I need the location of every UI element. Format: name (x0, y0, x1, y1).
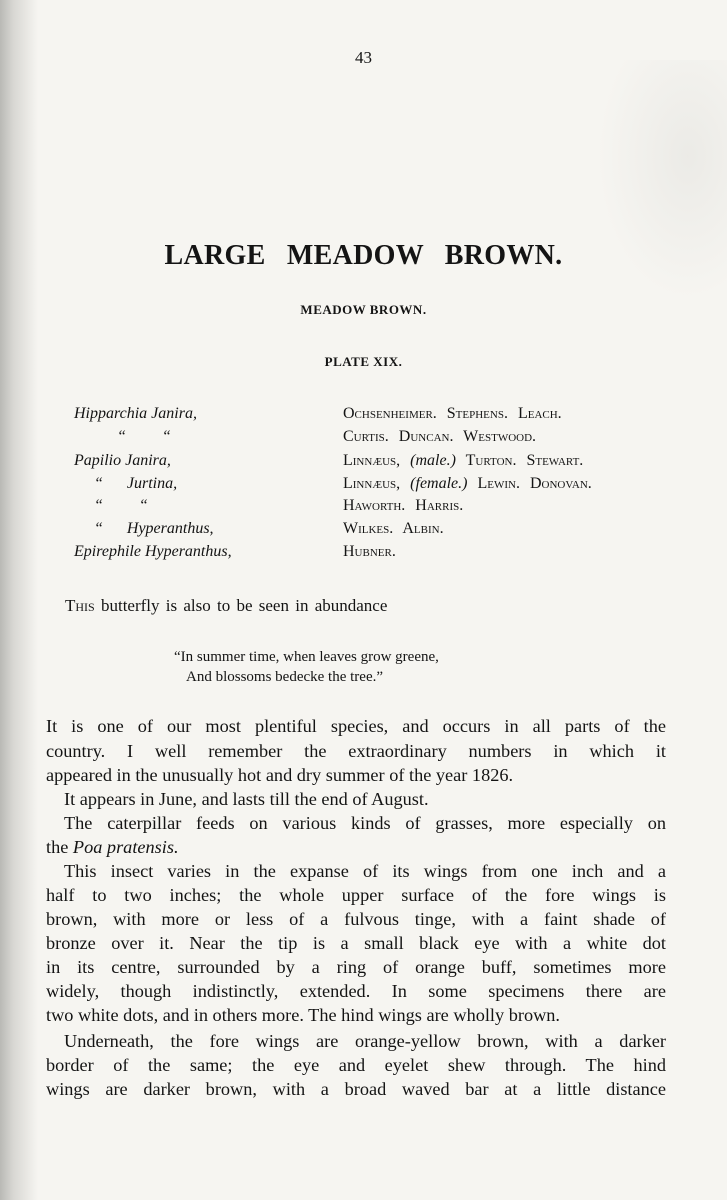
quote-line: “In summer time, when leaves grow greene, (174, 649, 439, 665)
body-line: country. I well remember the extraordinary numbers in which it (46, 741, 666, 761)
body-line: This insect varies in the expanse of its wings from one inch and a (64, 861, 666, 881)
synonym-name: Epirephile Hyperanthus, (74, 543, 232, 560)
body-line: half to two inches; the whole upper surface of the fore wings is (46, 885, 666, 905)
synonym-name: “ Hyperanthus, (94, 520, 214, 537)
body-line: in its centre, surrounded by a ring of orange buff, sometimes more (46, 957, 666, 977)
synonym-authors: Linnæus, (male.) Turton. Stewart. (343, 452, 584, 469)
synonym-name: “ “ (94, 497, 148, 514)
body-line: Underneath, the fore wings are orange-yellow brown, with a darker (64, 1031, 666, 1051)
synonym-row (0, 452, 727, 474)
synonym-row (0, 405, 727, 427)
synonym-authors: Wilkes. Albin. (343, 520, 444, 537)
body-line: It is one of our most plentiful species, and occurs in all parts of the (46, 716, 666, 736)
synonym-row (0, 428, 727, 450)
synonym-name: “ Jurtina, (94, 475, 178, 492)
synonym-name: Hipparchia Janira, (74, 405, 197, 422)
body-line: bronze over it. Near the tip is a small black eye with a white dot (46, 933, 666, 953)
quote-line: And blossoms bedecke the tree.” (186, 669, 384, 685)
intro-line: This butterfly is also to be seen in abundance (65, 596, 388, 615)
synonym-row (0, 497, 727, 519)
page-title: LARGE MEADOW BROWN. (164, 240, 563, 271)
body-line: two white dots, and in others more. The hind wings are wholly brown. (46, 1005, 560, 1025)
synonym-authors: Hubner. (343, 543, 396, 560)
body-line: wings are darker brown, with a broad waved bar at a little distance (46, 1079, 666, 1099)
synonym-authors: Linnæus, (female.) Lewin. Donovan. (343, 475, 592, 492)
body-line: the Poa pratensis. (46, 837, 179, 857)
synonym-row (0, 520, 727, 542)
synonym-name: “ “ (117, 428, 171, 445)
body-line: brown, with more or less of a fulvous tinge, with a faint shade of (46, 909, 666, 929)
synonym-authors: Ochsenheimer. Stephens. Leach. (343, 405, 562, 422)
body-line: The caterpillar feeds on various kinds of grasses, more especially on (64, 813, 666, 833)
synonym-row (0, 475, 727, 497)
body-line: It appears in June, and lasts till the end of August. (64, 789, 429, 809)
synonym-authors: Haworth. Harris. (343, 497, 464, 514)
subtitle: MEADOW BROWN. (300, 302, 427, 317)
synonym-authors: Curtis. Duncan. Westwood. (343, 428, 537, 445)
body-line: appeared in the unusually hot and dry summer of the year 1826. (46, 765, 514, 785)
body-line: border of the same; the eye and eyelet shew through. The hind (46, 1055, 666, 1075)
synonym-name: Papilio Janira, (74, 452, 171, 469)
page-edge-shadow (0, 0, 38, 1200)
body-line: widely, though indistinctly, extended. In some specimens there are (46, 981, 666, 1001)
synonym-row (0, 543, 727, 565)
plate-label: PLATE XIX. (324, 354, 403, 369)
page-number: 43 (355, 48, 372, 67)
